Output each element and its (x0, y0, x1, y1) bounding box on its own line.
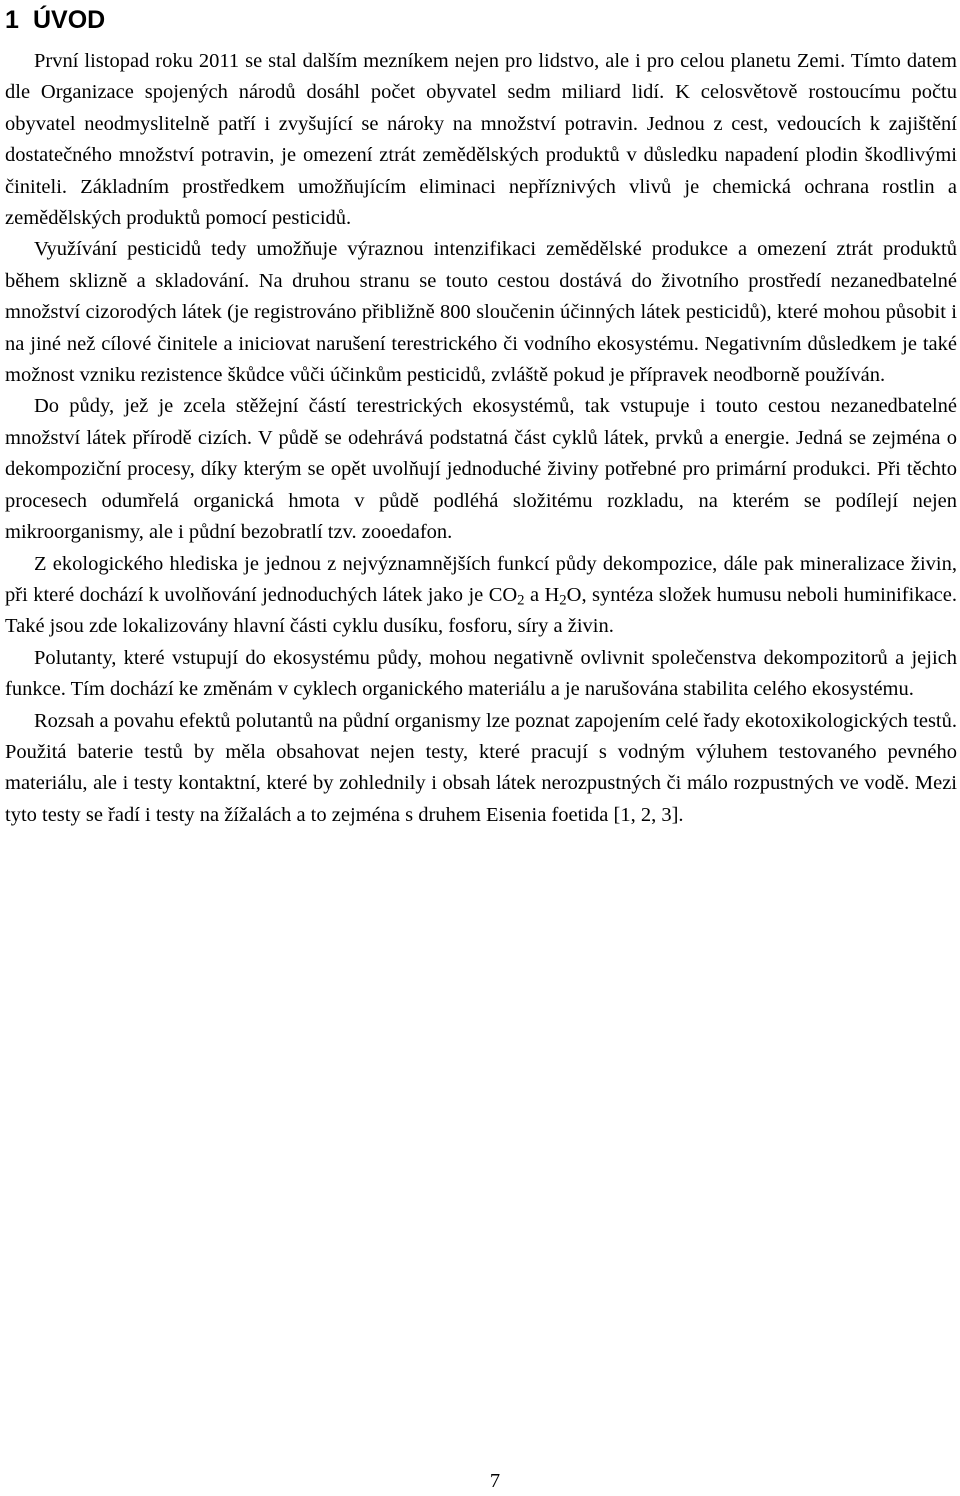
chapter-heading (5, 4, 957, 36)
h2o-subscript: 2 (559, 592, 567, 609)
paragraph-4 (5, 549, 957, 643)
chapter-title: ÚVOD (33, 6, 106, 34)
page-number: 7 (489, 1470, 501, 1492)
co2-subscript: 2 (517, 592, 525, 609)
document-page (5, 0, 957, 831)
paragraph-4-text-b: a H (524, 583, 560, 606)
chapter-body (5, 46, 957, 831)
chapter-number: 1 (5, 6, 19, 34)
paragraph-2: Využívání pesticidů tedy umožňuje výraznou intenzifikaci zemědělské produkce a omezení ztrát produktů během sklizně a skladování. Na druhou stranu se touto cestou dostává do životního prostředí nezanedbatelné množství cizorodých látek (je registrováno přibližně 800 sloučenin účinných látek pesticidů), které mohou působit i na jiné než cílové činitele a iniciovat narušení terestrického či vodního ekosystému. Negativním důsledkem je také možnost vzniku rezistence škůdce vůči účinkům pesticidů, zvláště pokud je přípravek neodborně používán. (5, 238, 957, 387)
paragraph-4-text-c: O, syntéza složek humusu neboli huminifikace. Také jsou zde lokalizovány hlavní části cyklu dusíku, fosforu, síry a živin. (5, 583, 957, 638)
paragraph-1: První listopad roku 2011 se stal dalším mezníkem nejen pro lidstvo, ale i pro celou planetu Zemi. Tímto datem dle Organizace spojených národů dosáhl počet obyvatel sedm miliard lidí. K celosvětově rostoucímu počtu obyvatel neodmyslitelně patří i zvyšující se nároky na množství potravin. Jednou z cest, vedoucích k zajištění dostatečného množství potravin, je omezení ztrát zemědělských produktů v důsledku napadení plodin škodlivými činiteli. Základním prostředkem umožňujícím eliminaci nepříznivých vlivů je chemická ochrana rostlin a zemědělských produktů pomocí pesticidů. (5, 50, 957, 230)
paragraph-6: Rozsah a povahu efektů polutantů na půdní organismy lze poznat zapojením celé řady ekotoxikologických testů. Použitá baterie testů by měla obsahovat nejen testy, které pracují s vodným výluhem testovaného pevného materiálu, ale i testy kontaktní, které by zohlednily i obsah látek nerozpustných či málo rozpustných ve vodě. Mezi tyto testy se řadí i testy na žížalách a to zejména s druhem Eisenia foetida [1, 2, 3]. (5, 709, 957, 826)
paragraph-4-text-a: Z ekologického hlediska je jednou z nejvýznamnějších funkcí půdy dekompozice, dále pak mineralizace živin, při které dochází k uvolňování jednoduchých látek jako je CO (5, 552, 957, 606)
paragraph-3: Do půdy, jež je zcela stěžejní částí terestrických ekosystémů, tak vstupuje i touto cestou nezanedbatelné množství látek přírodě cizích. V půdě se odehrává podstatná část cyklů látek, prvků a energie. Jedná se zejména o dekompoziční procesy, díky kterým se opět uvolňují jednoduché živiny potřebné pro primární produkci. Při těchto procesech odumřelá organická hmota v půdě podléhá složitému rozkladu, na kterém se podílejí nejen mikroorganismy, ale i půdní bezobratlí tzv. zooedafon. (5, 395, 957, 544)
paragraph-5: Polutanty, které vstupují do ekosystému půdy, mohou negativně ovlivnit společenstva dekompozitorů a jejich funkce. Tím dochází ke změnám v cyklech organického materiálu a je narušována stabilita celého ekosystému. (5, 646, 957, 701)
